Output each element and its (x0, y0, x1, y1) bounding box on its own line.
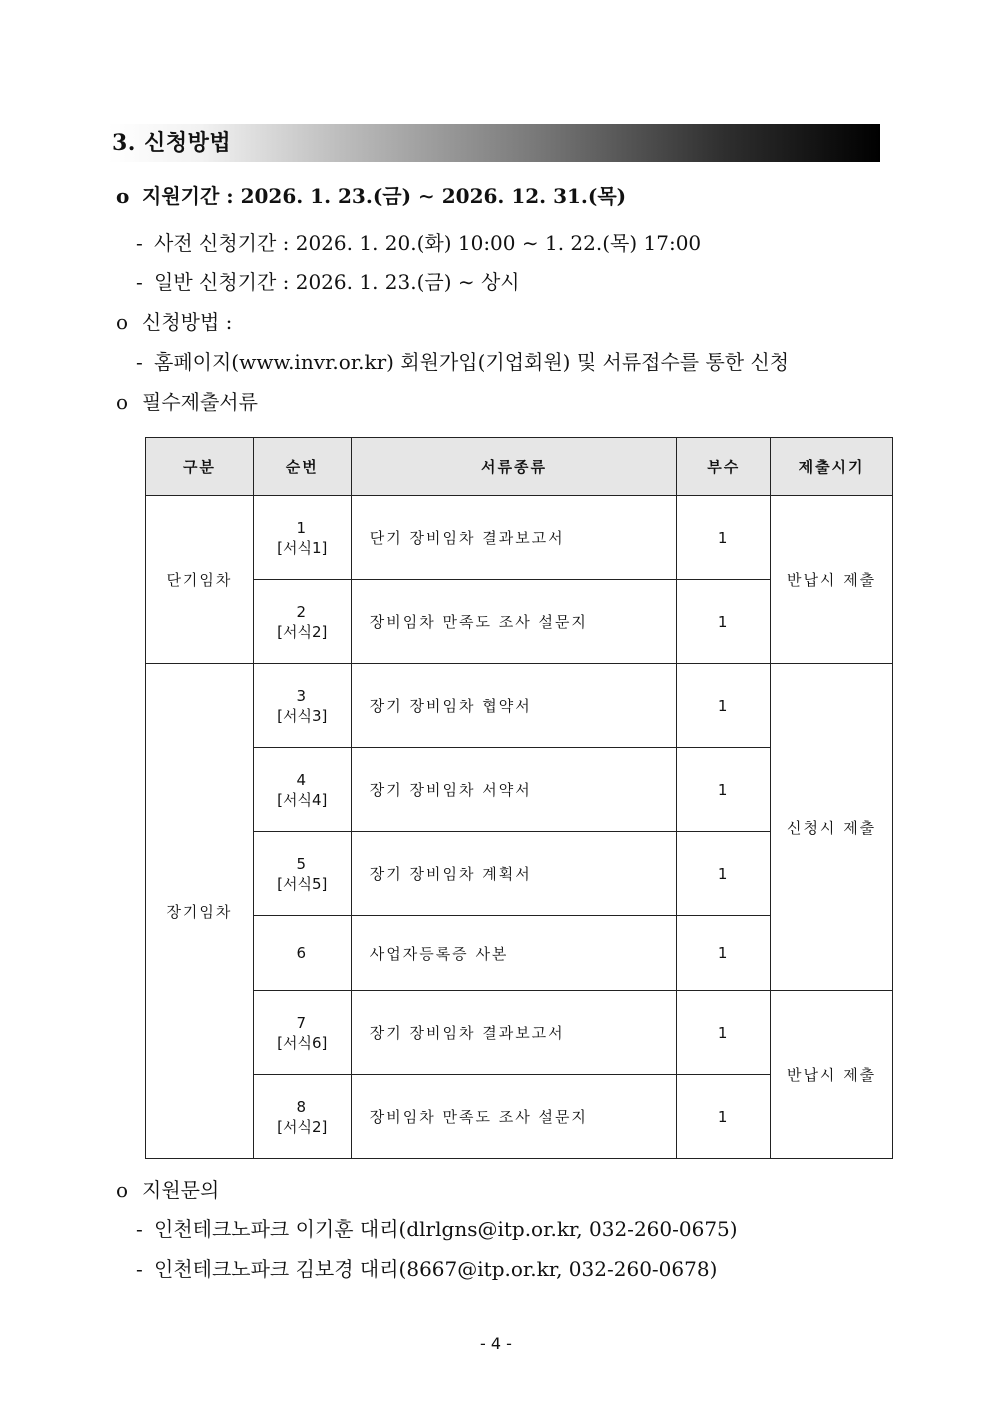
dash: - (136, 231, 143, 255)
row-number-cell (253, 580, 351, 664)
apply-method (116, 308, 232, 336)
row-number-cell (253, 748, 351, 832)
row-copies: 1 (677, 664, 771, 748)
row-doc: 장기 장비임차 결과보고서 (351, 991, 677, 1075)
row-number-cell (253, 832, 351, 916)
bullet: o (116, 1178, 129, 1202)
row-copies: 1 (677, 1075, 771, 1159)
timing-return: 반납시 제출 (771, 991, 893, 1159)
row-form: [서식5] (277, 874, 328, 893)
required-docs (116, 388, 258, 416)
row-number: 4 (296, 770, 309, 789)
row-number: 2 (296, 602, 309, 621)
row-number-cell (253, 496, 351, 580)
timing-return: 반납시 제출 (771, 496, 893, 664)
row-form: [서식2] (277, 1117, 328, 1136)
row-copies: 1 (677, 580, 771, 664)
row-doc: 장기 장비임차 서약서 (351, 748, 677, 832)
row-number: 6 (296, 944, 309, 962)
row-form: [서식6] (277, 1033, 328, 1052)
table-row (146, 496, 893, 580)
table-row (146, 991, 893, 1075)
row-form: [서식2] (277, 622, 328, 641)
header-timing: 제출시기 (771, 438, 893, 496)
dash: - (136, 1257, 143, 1281)
section-title: 3. 신청방법 (112, 130, 232, 156)
bullet: o (116, 390, 129, 414)
contact-text: 인천테크노파크 김보경 대리(8667@itp.or.kr, 032-260-0678) (154, 1257, 718, 1281)
row-doc: 장비임차 만족도 조사 설문지 (351, 1075, 677, 1159)
row-number-cell (253, 916, 351, 991)
pre-apply-period (136, 229, 701, 257)
row-number: 1 (296, 518, 309, 537)
row-form: [서식3] (277, 706, 328, 725)
row-number: 5 (296, 854, 309, 873)
dash: - (136, 1217, 143, 1241)
dash: - (136, 270, 143, 294)
row-copies: 1 (677, 916, 771, 991)
general-apply-period (136, 268, 520, 296)
row-number-cell (253, 664, 351, 748)
row-doc: 장기 장비임차 계획서 (351, 832, 677, 916)
support-period (116, 182, 626, 210)
row-number: 3 (296, 686, 309, 705)
header-doc-type: 서류종류 (351, 438, 677, 496)
pre-apply-text: 사전 신청기간 : 2026. 1. 20.(화) 10:00 ∼ 1. 22.(목) 17:00 (154, 231, 702, 255)
row-doc: 사업자등록증 사본 (351, 916, 677, 991)
support-period-text: 지원기간 : 2026. 1. 23.(금) ∼ 2026. 12. 31.(목) (142, 184, 627, 208)
timing-apply: 신청시 제출 (771, 664, 893, 991)
header-category: 구분 (146, 438, 254, 496)
apply-method-detail (136, 348, 789, 376)
row-number: 8 (296, 1097, 309, 1116)
row-number-cell (253, 1075, 351, 1159)
row-copies: 1 (677, 748, 771, 832)
required-docs-table (145, 437, 893, 1159)
row-copies: 1 (677, 496, 771, 580)
row-number-cell (253, 991, 351, 1075)
inquiry (116, 1176, 219, 1204)
required-docs-label: 필수제출서류 (142, 390, 258, 414)
row-doc: 장기 장비임차 협약서 (351, 664, 677, 748)
row-number: 7 (296, 1013, 309, 1032)
page-number: - 4 - (480, 1334, 512, 1353)
header-number: 순번 (253, 438, 351, 496)
group-short: 단기임차 (146, 496, 254, 664)
row-form: [서식1] (277, 538, 328, 557)
general-apply-text: 일반 신청기간 : 2026. 1. 23.(금) ∼ 상시 (154, 270, 520, 294)
contact-2 (136, 1255, 717, 1283)
table-header-row (146, 438, 893, 496)
apply-method-detail-text: 홈페이지(www.invr.or.kr) 회원가입(기업회원) 및 서류접수를 통한 신청 (154, 350, 790, 374)
contact-1 (136, 1215, 738, 1243)
inquiry-label: 지원문의 (142, 1178, 220, 1202)
dash: - (136, 350, 143, 374)
row-copies: 1 (677, 991, 771, 1075)
apply-method-label: 신청방법 : (142, 310, 233, 334)
row-doc: 단기 장비임차 결과보고서 (351, 496, 677, 580)
group-long: 장기임차 (146, 664, 254, 1159)
bullet: o (116, 310, 129, 334)
contact-text: 인천테크노파크 이기훈 대리(dlrlgns@itp.or.kr, 032-260-0675) (154, 1217, 738, 1241)
row-doc: 장비임차 만족도 조사 설문지 (351, 580, 677, 664)
header-copies: 부수 (677, 438, 771, 496)
row-form: [서식4] (277, 790, 328, 809)
bullet: o (116, 184, 130, 208)
table-row (146, 664, 893, 748)
row-copies: 1 (677, 832, 771, 916)
